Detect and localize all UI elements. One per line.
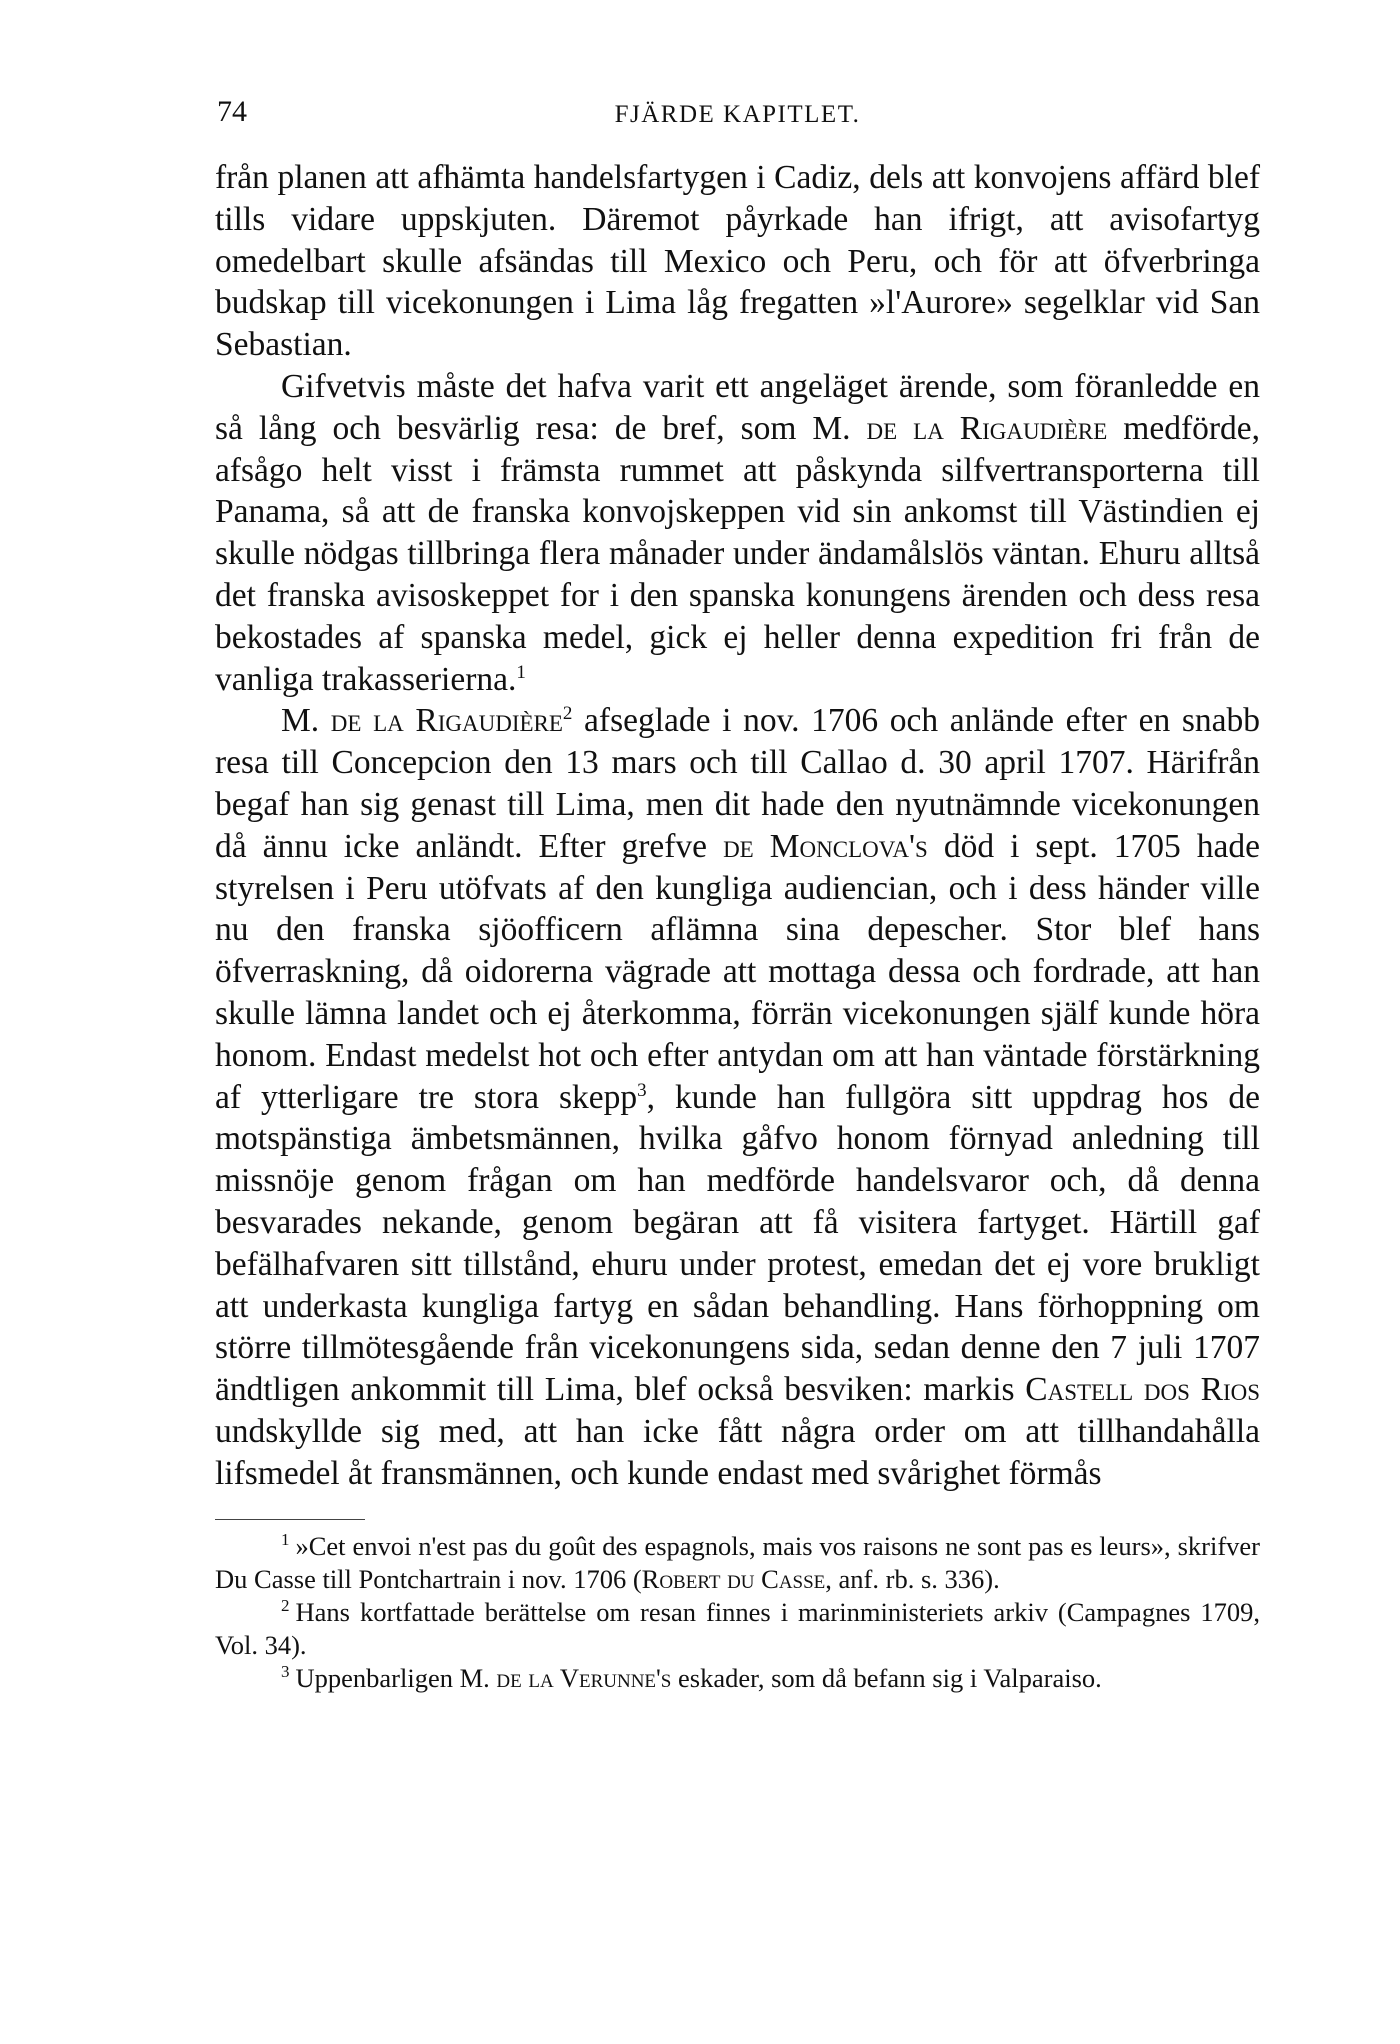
footnote-divider [215, 1519, 365, 1520]
text-run: »Cet envoi n'est pas du goût des espagnols, mais vos raisons ne sont pas es leurs», skrifver Du Casse till Pontchartrain i nov. 1706 ( [215, 1530, 1260, 1594]
person-name: Robert du Casse [641, 1563, 826, 1594]
text-run: medförde, afsågo helt visst i främsta rummet att påskynda silfvertransporterna till Panama, så att de franska konvojskeppen vid sin ankomst till Västindien ej skulle nödgas tillbringa flera månader under ändamålslös väntan. Ehuru alltså det franska avisoskeppet for i den spanska konungens ärenden och dess resa bekostades af spanska medel, gick ej heller denna expedition fri från de vanliga trakasserierna. [215, 409, 1261, 698]
paragraph [215, 700, 1260, 1494]
text-run: M. [281, 702, 331, 740]
book-page [215, 95, 1260, 1695]
text-run: eskader, som då befann sig i Valparaiso. [671, 1662, 1102, 1693]
text-run: död i sept. 1705 hade styrelsen i Peru utöfvats af den kungliga audiencian, och i dess händer ville nu den franska sjöofficern aflämna sina depescher. Stor blef hans öfverraskning, då oidorerna vägrade att mottaga dessa och fordrade, att han skulle lämna landet och ej återkomma, förrän vicekonungen själf kunde höra honom. Endast medelst hot och efter antydan om att han väntade förstärkning af ytterligare tre stora skepp [215, 827, 1261, 1116]
person-name: de la Rigaudière [866, 409, 1108, 447]
footnote-mark: 2 [281, 1595, 290, 1615]
body-text [215, 157, 1260, 1495]
text-run: afseglade i nov. 1706 och anlände efter en snabb resa till Concepcion den 13 mars och till Callao d. 30 april 1707. Härifrån begaf han sig genast till Lima, men dit hade den nyutnämnde vicekonungen då ännu icke anländt. Efter grefve [215, 702, 1260, 865]
footnote [215, 1596, 1260, 1662]
person-name: de Monclova's [723, 827, 928, 865]
footnote [215, 1662, 1260, 1695]
text-run: , anf. rb. s. 336). [825, 1563, 1000, 1594]
running-head: FJÄRDE KAPITLET. [614, 101, 861, 128]
footnote-mark: 1 [281, 1529, 290, 1549]
page-number: 74 [217, 95, 247, 128]
text-run: från planen att afhämta handelsfartygen i Cadiz, dels att konvojens affärd blef tills vidare uppskjuten. Däremot påyrkade han ifrigt, att avisofartyg omedelbart skulle afsändas till Mexico och Peru, och för att öfverbringa budskap till vicekonungen i Lima låg fregatten »l'Aurore» segelklar vid San Sebastian. [215, 159, 1260, 364]
text-run: , kunde han fullgöra sitt uppdrag hos de motspänstiga ämbetsmännen, hvilka gåfvo honom förnyad anledning till missnöje genom frågan om han medförde handelsvaror och, då denna besvarades nekande, genom begäran att få visitera fartyget. Härtill gaf befälhafvaren sitt tillstånd, ehuru under protest, emedan det ej vore brukligt att underkasta kungliga fartyg en sådan behandling. Hans förhoppning om större tillmötesgående från vicekonungens sida, sedan denne den 7 juli 1707 ändtligen ankommit till Lima, blef också besviken: markis [215, 1078, 1260, 1409]
text-run: Uppenbarligen M. [295, 1662, 497, 1693]
footnote-reference: 2 [562, 703, 573, 725]
paragraph [215, 366, 1260, 700]
footnotes [215, 1530, 1260, 1695]
person-name: Castell dos Rios [1025, 1371, 1261, 1409]
text-run: Hans kortfattade berättelse om resan finnes i marinministeriets arkiv (Campagnes 1709, Vol. 34). [215, 1596, 1260, 1660]
paragraph [215, 157, 1260, 366]
footnote-reference: 1 [516, 661, 526, 683]
footnote-mark: 3 [281, 1661, 290, 1681]
footnote-reference: 3 [637, 1079, 647, 1101]
person-name: de la Verunne's [496, 1662, 672, 1693]
person-name: de la Rigaudière [330, 702, 563, 740]
text-run: Gifvetvis måste det hafva varit ett angeläget ärende, som föranledde en så lång och besvärlig resa: de bref, som M. [215, 367, 1260, 447]
text-run: undskyllde sig med, att han icke fått några order om att tillhandahålla lifsmedel åt fransmännen, och kunde endast med svårighet förmås [215, 1412, 1260, 1492]
footnote [215, 1530, 1260, 1596]
page-header [215, 95, 1260, 135]
